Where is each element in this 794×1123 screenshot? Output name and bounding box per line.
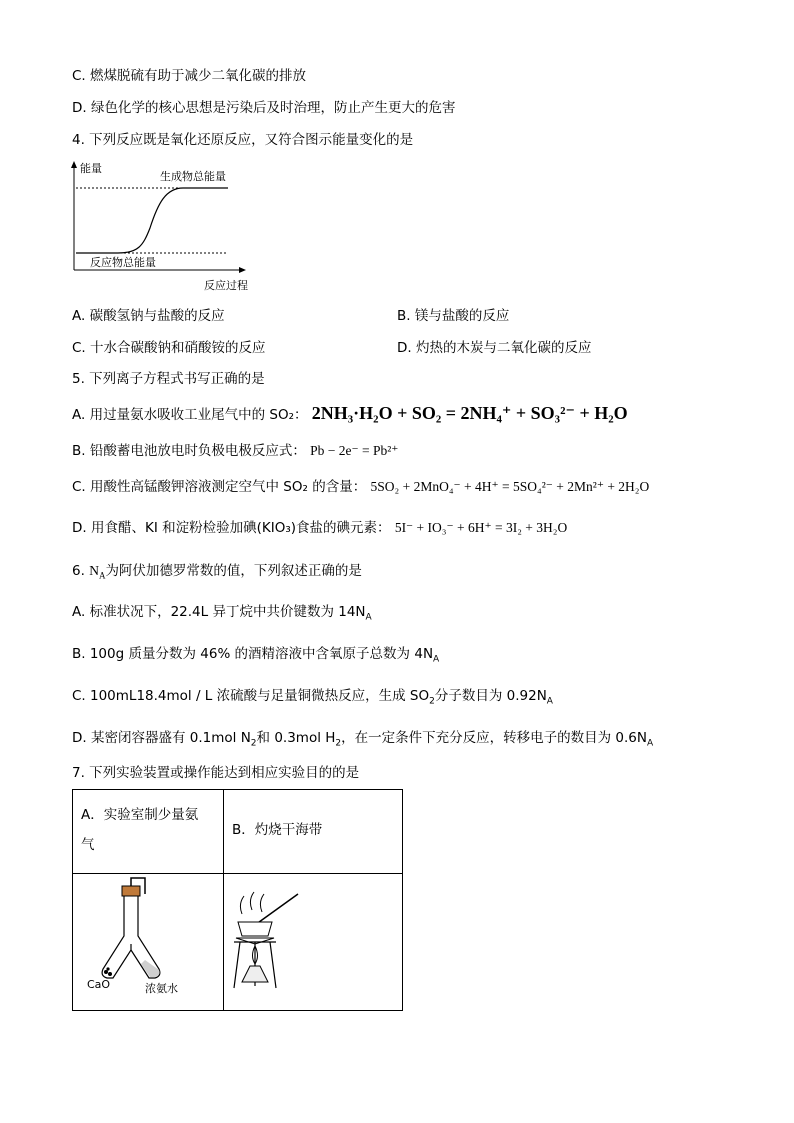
q5-stem: 5. 下列离子方程式书写正确的是 — [72, 371, 265, 387]
q4-option-a: A. 碳酸氢钠与盐酸的反应 — [72, 308, 225, 324]
y-axis-label: 能量 — [80, 162, 102, 175]
q5-c-equation: 5SO₂ + 2MnO₄⁻ + 4H⁺ = 5SO₄²⁻ + 2Mn²⁺ + 2H₂O — [370, 479, 650, 494]
q6-stem-text: 为阿伏加德罗常数的值，下列叙述正确的是 — [105, 563, 362, 579]
energy-diagram — [58, 158, 258, 293]
q5-d-equation: 5I⁻ + IO₃⁻ + 6H⁺ = 3I₂ + 3H₂O — [394, 520, 568, 535]
top-energy-label: 生成物总能量 — [160, 170, 226, 183]
y-axis-arrow — [71, 161, 77, 168]
q3-option-d: D. 绿色化学的核心思想是污染后及时治理，防止产生更大的危害 — [72, 100, 456, 116]
q6-option-c: C. 100mL18.4mol / L 浓硫酸与足量铜微热反应，生成 $SO_2$分子数目为 $0.92N_A$ — [72, 688, 553, 707]
smoke — [240, 892, 264, 914]
crucible — [238, 922, 272, 936]
q6-number: 6. — [72, 563, 85, 579]
burning-seaweed-apparatus — [224, 874, 402, 1006]
q4-option-c: C. 十水合碳酸钠和硝酸铵的反应 — [72, 340, 266, 356]
q4-option-d: D. 灼热的木炭与二氧化碳的反应 — [397, 340, 592, 356]
q7-cell-b-label: B．灼烧干海带 — [224, 790, 403, 874]
q7-table — [72, 789, 403, 1011]
x-axis-label: 反应过程 — [204, 279, 248, 292]
q5-option-c — [72, 478, 649, 496]
bottom-energy-label: 反应物总能量 — [90, 256, 156, 269]
q5-a-equation: 2NH₃·H₂O + SO₂ = 2NH₄⁺ + SO₃²⁻ + H₂O — [311, 403, 628, 423]
q5-option-a — [72, 404, 628, 424]
q5-d-text: D. 用食醋、KI 和淀粉检验加碘(KIO₃)食盐的碘元素： — [72, 520, 391, 536]
q6-option-a: A. 标准状况下，22.4L 异丁烷中共价键数为 $14N_A$ — [72, 604, 372, 623]
q6-option-d: D. 某密闭容器盛有 0.1mol $N_2$和 0.3mol $H_2$，在一定条件下充分反应，转移电子的数目为 $0.6N_A$ — [72, 730, 654, 749]
q7-cell-b-image — [224, 874, 403, 1011]
stopper — [122, 886, 140, 896]
x-axis-arrow — [239, 267, 246, 273]
q3-option-c: C. 燃煤脱硫有助于减少二氧化碳的排放 — [72, 68, 307, 84]
y-tube-left — [102, 896, 131, 978]
cao-label: CaO — [87, 978, 111, 991]
y-tube-apparatus — [73, 874, 223, 1006]
q7-cell-a-image — [73, 874, 224, 1011]
q4-stem: 4. 下列反应既是氧化还原反应，又符合图示能量变化的是 — [72, 132, 414, 148]
ammonia-label: 浓氨水 — [145, 982, 178, 995]
q6-stem — [72, 562, 362, 580]
energy-curve — [76, 188, 228, 253]
q5-c-text: C. 用酸性高锰酸钾溶液测定空气中 SO₂ 的含量： — [72, 479, 367, 495]
ammonia-liquid — [141, 960, 160, 977]
q6-na-symbol: $N_A$ — [89, 563, 106, 581]
q4-option-b: B. 镁与盐酸的反应 — [397, 308, 510, 324]
q5-b-equation: Pb − 2e⁻ = Pb²⁺ — [310, 443, 399, 458]
q5-b-text: B. 铅酸蓄电池放电时负极电极反应式： — [72, 443, 306, 459]
q7-stem: 7. 下列实验装置或操作能达到相应实验目的的是 — [72, 765, 360, 781]
q7-cell-a-label: A．实验室制少量氨 气 — [73, 790, 224, 874]
q5-option-d — [72, 519, 567, 537]
q6-option-b: B. 100g 质量分数为 46% 的酒精溶液中含氧原子总数为 $4N_A$ — [72, 646, 440, 665]
q5-a-text: A. 用过量氨水吸收工业尾气中的 SO₂： — [72, 407, 308, 423]
alcohol-lamp — [242, 966, 268, 982]
q5-option-b — [72, 442, 398, 460]
